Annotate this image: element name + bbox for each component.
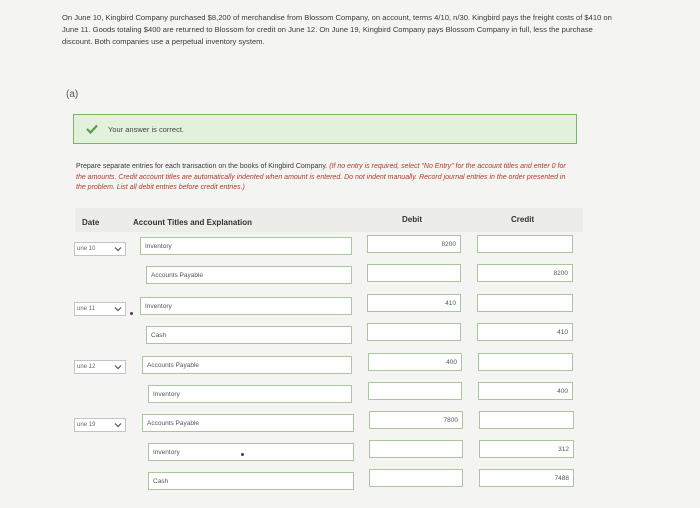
debit-input[interactable]: 410 bbox=[367, 294, 461, 312]
date-select-june-10[interactable]: une 10 bbox=[74, 242, 126, 256]
credit-input[interactable]: 312 bbox=[479, 440, 574, 458]
account-input[interactable]: Accounts Payable bbox=[142, 356, 352, 374]
chevron-down-icon bbox=[114, 363, 122, 371]
feedback-text: Your answer is correct. bbox=[108, 124, 185, 134]
account-input[interactable]: Cash bbox=[148, 472, 354, 490]
account-input[interactable]: Inventory bbox=[140, 297, 352, 315]
instructions bbox=[76, 162, 576, 194]
credit-input[interactable]: 7488 bbox=[479, 469, 574, 487]
dot-marker bbox=[130, 312, 133, 315]
debit-input[interactable] bbox=[369, 469, 463, 487]
credit-input[interactable]: 400 bbox=[478, 382, 573, 400]
account-input[interactable]: Accounts Payable bbox=[146, 266, 352, 284]
chevron-down-icon bbox=[114, 305, 122, 313]
debit-input[interactable]: 400 bbox=[368, 353, 462, 371]
part-label: (a) bbox=[66, 89, 79, 100]
account-input[interactable]: Accounts Payable bbox=[142, 414, 354, 432]
header-credit: Credit bbox=[511, 215, 535, 224]
account-input[interactable]: Inventory bbox=[148, 385, 352, 403]
correct-answer-banner bbox=[73, 114, 577, 144]
account-input[interactable]: Inventory bbox=[140, 237, 352, 255]
debit-input[interactable]: 8200 bbox=[367, 235, 461, 253]
checkmark-icon bbox=[84, 121, 100, 137]
debit-input[interactable]: 7800 bbox=[369, 411, 463, 429]
account-input[interactable]: Inventory bbox=[148, 443, 354, 461]
debit-input[interactable] bbox=[367, 323, 461, 341]
credit-input[interactable] bbox=[479, 411, 574, 429]
credit-input[interactable]: 8200 bbox=[477, 264, 573, 282]
header-date: Date bbox=[82, 218, 100, 227]
credit-input[interactable] bbox=[478, 353, 573, 371]
date-select-june-11[interactable]: une 11 bbox=[74, 302, 126, 316]
debit-input[interactable] bbox=[369, 440, 463, 458]
date-select-june-19[interactable]: une 19 bbox=[74, 418, 126, 432]
chevron-down-icon bbox=[114, 245, 122, 253]
instructions-lead: Prepare separate entries for each transaction on the books of Kingbird Company. bbox=[76, 163, 328, 170]
debit-input[interactable] bbox=[367, 264, 461, 282]
instructions-detail: (If no entry is required, select "No Entry" for the account titles and enter 0 for the amounts. Credit account titles are automatically indented when amount is entered. Do not indent manually. Record journal entries in the order presented in the problem. List all debit entries before credit entries.) bbox=[76, 163, 566, 191]
debit-input[interactable] bbox=[368, 382, 462, 400]
cursor-dot bbox=[241, 453, 244, 456]
chevron-down-icon bbox=[114, 421, 122, 429]
problem-statement: On June 10, Kingbird Company purchased $8,200 of merchandise from Blossom Company, on account, terms 4/10, n/30. Kingbird pays the freight costs of $410 on June 11. Goods totaling $400 are returned to Blossom for credit on June 12. On June 19, Kingbird Company pays Blossom Company in full, less the purchase discount. Both companies use a perpetual inventory system. bbox=[62, 13, 612, 46]
account-input[interactable]: Cash bbox=[146, 326, 352, 344]
credit-input[interactable]: 410 bbox=[477, 323, 573, 341]
header-account: Account Titles and Explanation bbox=[133, 218, 252, 227]
date-select-june-12[interactable]: une 12 bbox=[74, 360, 126, 374]
header-debit: Debit bbox=[402, 215, 422, 224]
credit-input[interactable] bbox=[477, 294, 573, 312]
credit-input[interactable] bbox=[477, 235, 573, 253]
